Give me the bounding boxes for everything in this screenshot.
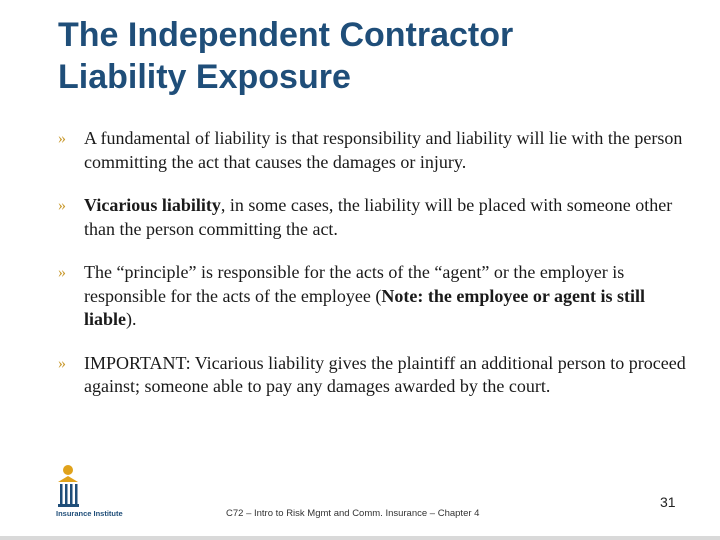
bullet-marker: » (58, 354, 66, 372)
footer-text: C72 – Intro to Risk Mgmt and Comm. Insurance – Chapter 4 (226, 508, 480, 519)
bullet-item (58, 261, 698, 332)
bullet-item (58, 194, 698, 241)
bullet-item (58, 127, 698, 174)
bottom-divider (0, 536, 720, 540)
bullet-text-end: ). (126, 309, 137, 329)
bullet-bold-note: Note: the employee or agent is still liable (84, 285, 646, 329)
page-number: 31 (660, 494, 676, 510)
logo-roof (58, 476, 78, 482)
bullet-text: The “principle” is responsible for the acts of the “agent” or the employer is responsible for the acts of the employee ( (84, 262, 625, 306)
logo-base (58, 504, 79, 507)
bullet-marker: » (58, 197, 66, 214)
logo-flame (63, 465, 73, 475)
bullet-text: , in some cases, the liability will be placed with someone other than the person committing the act. (84, 195, 673, 239)
bullet-marker: » (58, 264, 66, 281)
bullet-text: A fundamental of liability is that responsibility and liability will lie with the person committing the act that causes the damages or injury. (84, 128, 683, 172)
logo-column (65, 484, 68, 504)
logo-text: Insurance Institute (56, 509, 123, 518)
title-line-1: The Independent Contractor (58, 16, 514, 54)
bullet-list (58, 127, 698, 419)
slide-title (58, 14, 698, 98)
bullet-text: IMPORTANT: Vicarious liability gives the plaintiff an additional person to proceed against; someone able to pay any damages awarded by the court. (84, 352, 686, 396)
bullet-item (58, 352, 698, 399)
bullet-marker: » (58, 130, 66, 147)
title-line-2: Liability Exposure (58, 58, 351, 96)
bullet-bold-term: Vicarious liability (84, 195, 221, 215)
logo-column (60, 484, 63, 504)
logo-column (70, 484, 73, 504)
logo-column (75, 484, 78, 504)
